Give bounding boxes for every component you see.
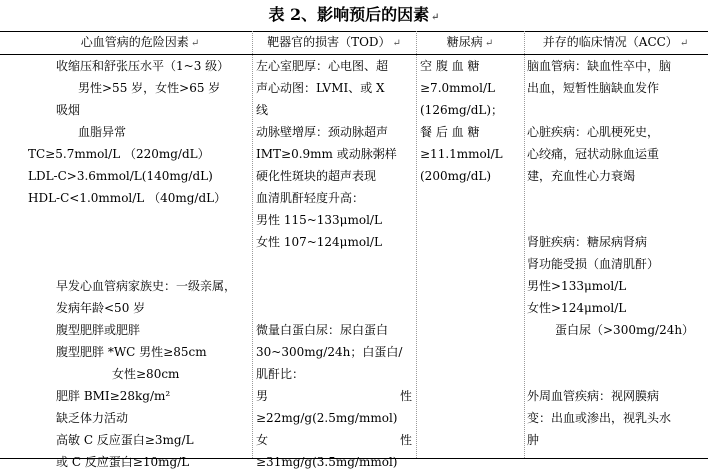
risk-bp: 收缩压和舒张压水平（1~3 级）	[56, 59, 230, 73]
risk-ldl: LDL-C>3.6mmol/L(140mg/dL)	[28, 169, 213, 183]
tod-creatinine-1: 血清肌酐轻度升高：	[256, 191, 365, 205]
risk-bmi: 肥胖 BMI≥28kg/m²	[56, 389, 171, 403]
diabetes-postprandial-1: 餐 后 血 糖	[420, 125, 480, 139]
tod-female-label: 女 性	[256, 433, 412, 447]
risk-lipid: 血脂异常	[78, 125, 127, 139]
diabetes-postprandial-2: ≥11.1mmol/L	[420, 147, 503, 161]
risk-waist-female: 女性≥80cm	[112, 367, 180, 381]
tod-female-value: ≥31mg/g(3.5mg/mmol)	[256, 455, 398, 469]
tod-male-value: ≥22mg/g(2.5mg/mmol)	[256, 411, 398, 425]
tod-lvh-2: 声心动图：LVMI、或 X	[256, 81, 385, 95]
tod-albuminuria-1: 微量白蛋白尿：尿白蛋白	[256, 323, 389, 337]
header-risk-factors: 心血管病的危险因素 ↵	[80, 35, 200, 49]
acc-proteinuria: 蛋白尿（>300mg/24h）	[555, 323, 695, 337]
risk-family-history: 早发心血管病家族史：一级亲属，	[56, 279, 237, 293]
acc-heart-2: 心绞痛，冠状动脉血运重	[527, 147, 660, 161]
tod-male-label: 男 性	[256, 389, 412, 403]
tod-lvh-1: 左心室肥厚：心电图、超	[256, 59, 389, 73]
acc-kidney-1: 肾脏疾病：糖尿病肾病	[527, 235, 648, 249]
tod-artery-2: IMT≥0.9mm 或动脉粥样	[256, 147, 397, 161]
acc-peripheral-3: 肿	[527, 433, 540, 447]
risk-smoking: 吸烟	[56, 103, 81, 117]
tod-artery-1: 动脉壁增厚：颈动脉超声	[256, 125, 389, 139]
risk-crp: 或 C 反应蛋白≥10mg/L	[56, 455, 190, 469]
diabetes-postprandial-3: (200mg/dL)	[420, 169, 492, 183]
column-divider	[524, 31, 525, 458]
header-clinical-conditions: 并存的临床情况（ACC） ↵	[542, 35, 689, 49]
table-title: 表 2、影响预后的因素 ↵	[268, 5, 440, 24]
acc-peripheral-2: 变：出血或渗出，视乳头水	[527, 411, 672, 425]
risk-family-age: 发病年龄<50 岁	[56, 301, 146, 315]
risk-crp-high: 高敏 C 反应蛋白≥3mg/L	[56, 433, 194, 447]
tod-lvh-3: 线	[256, 103, 269, 117]
risk-inactivity: 缺乏体力活动	[56, 411, 129, 425]
tod-artery-3: 硬化性斑块的超声表现	[256, 169, 377, 183]
diabetes-fasting-1: 空 腹 血 糖	[420, 59, 480, 73]
risk-hdl: HDL-C<1.0mmol/L （40mg/dL）	[28, 191, 227, 205]
acc-cerebrovascular-2: 出血，短暂性脑缺血发作	[527, 81, 660, 95]
acc-kidney-2: 肾功能受损（血清肌酐）	[527, 257, 660, 271]
tod-creatinine-female: 女性 107~124μmol/L	[256, 235, 382, 249]
tod-albuminuria-3: 肌酐比：	[256, 367, 305, 381]
acc-kidney-female: 女性>124μmol/L	[527, 301, 627, 315]
column-divider	[416, 31, 417, 458]
diabetes-column	[420, 31, 524, 458]
header-target-organ-damage: 靶器官的损害（TOD） ↵	[267, 35, 401, 49]
target-organ-damage-column	[256, 31, 416, 469]
acc-kidney-male: 男性>133μmol/L	[527, 279, 627, 293]
paragraph-mark: ↵	[431, 12, 440, 23]
column-divider	[252, 31, 253, 458]
tod-creatinine-male: 男性 115~133μmol/L	[256, 213, 382, 227]
risk-tc: TC≥5.7mmol/L （220mg/dL）	[28, 147, 210, 161]
risk-abdominal-obesity: 腹型肥胖或肥胖	[56, 323, 141, 337]
acc-heart-1: 心脏疾病：心肌梗死史，	[527, 125, 660, 139]
header-diabetes: 糖尿病 ↵	[446, 35, 494, 49]
tod-albuminuria-2: 30~300mg/24h；白蛋白/	[256, 345, 403, 359]
acc-cerebrovascular-1: 脑血管病：缺血性卒中，脑	[527, 59, 672, 73]
risk-age: 男性>55 岁，女性>65 岁	[78, 81, 221, 95]
risk-waist-male: 腹型肥胖 *WC 男性≥85cm	[56, 345, 207, 359]
acc-peripheral-1: 外周血管疾病：视网膜病	[527, 389, 660, 403]
diabetes-fasting-2: ≥7.0mmol/L	[420, 81, 495, 95]
risk-factors-column	[28, 31, 252, 469]
acc-heart-3: 建，充血性心力衰竭	[527, 169, 636, 183]
clinical-conditions-column	[527, 31, 708, 458]
diabetes-fasting-3: (126mg/dL)；	[420, 103, 504, 117]
